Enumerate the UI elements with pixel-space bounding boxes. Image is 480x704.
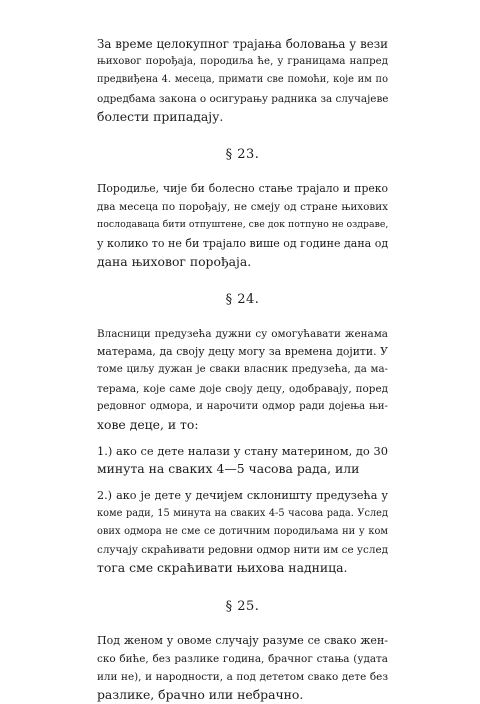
paragraph-24-main [97, 325, 388, 434]
text-line: хове деце, и то: [97, 417, 199, 433]
text-line: случају скраћивати редовни одмор нити им се услед [97, 544, 388, 557]
text-line: одредбама закона о осигурању радника за случајеве [97, 92, 389, 105]
text-line: њиховог порођаја, породиља ће, у границама напред [97, 56, 388, 68]
text-line: коме ради, 15 минута на сваких 4-5 часова рада. Услед [97, 507, 388, 519]
text-line: Власници предузећа дужни су омогућавати женама [97, 328, 388, 341]
text-line: дана њиховог порођаја. [97, 253, 252, 269]
text-line: терама, које саме доје своју децу, одобравају, поред [97, 382, 388, 395]
paragraph-25 [97, 632, 388, 704]
text-line: два месеца по порођају, не смеју од стране њихових [97, 201, 388, 214]
text-line: Под женом у овоме случају разуме се свако жен- [97, 633, 388, 647]
text-line: предвиђена 4. месеца, примати све помоћи, које им по [97, 74, 388, 86]
text-line: минута на сваких 4—5 часова рада, или [97, 461, 360, 477]
section-heading-24: § 24. [225, 292, 260, 308]
text-line: 1.) ако се дете налази у стану материном, до 30 [97, 444, 388, 459]
text-line: Породиље, чије би болесно стање трајало и преко [97, 182, 388, 196]
text-line: 2.) ако је дете у дечијем склоништу предузећа у [97, 488, 388, 502]
paragraph-23 [97, 180, 388, 271]
text-line: или не), и народности, а под дететом свако дете без [97, 671, 388, 684]
text-line: ско биће, без разлике година, брачног стања (удата [97, 652, 388, 665]
text-line: томе циљу дужан је сваки власник предузећа, да ма- [97, 364, 388, 376]
text-line: тога сме скраћивати њихова надница. [97, 560, 348, 576]
paragraph-intro [97, 35, 388, 126]
section-heading-23: § 23. [225, 147, 260, 163]
section-heading-25: § 25. [225, 598, 260, 614]
text-line: редовног одмора, и нарочити одмор ради дојења њи- [97, 400, 388, 412]
paragraph-24-item-2 [97, 487, 388, 578]
text-line: послодаваца бити отпуштене, све док потпуно не оздраве, [97, 219, 389, 231]
text-line: ових одмора не сме се дотичним породиљама ни у ком [97, 526, 388, 538]
text-line: у колико то не би трајало више од године дана од [97, 236, 389, 250]
text-line: За време целокупног трајања боловања у вези [97, 37, 388, 51]
text-line: разлике, брачно или небрачно. [97, 687, 304, 703]
text-line: болести припадају. [97, 108, 224, 124]
text-line: матерама, да своју децу могу за времена дојити. У [97, 345, 388, 359]
paragraph-24-item-1 [97, 442, 388, 478]
